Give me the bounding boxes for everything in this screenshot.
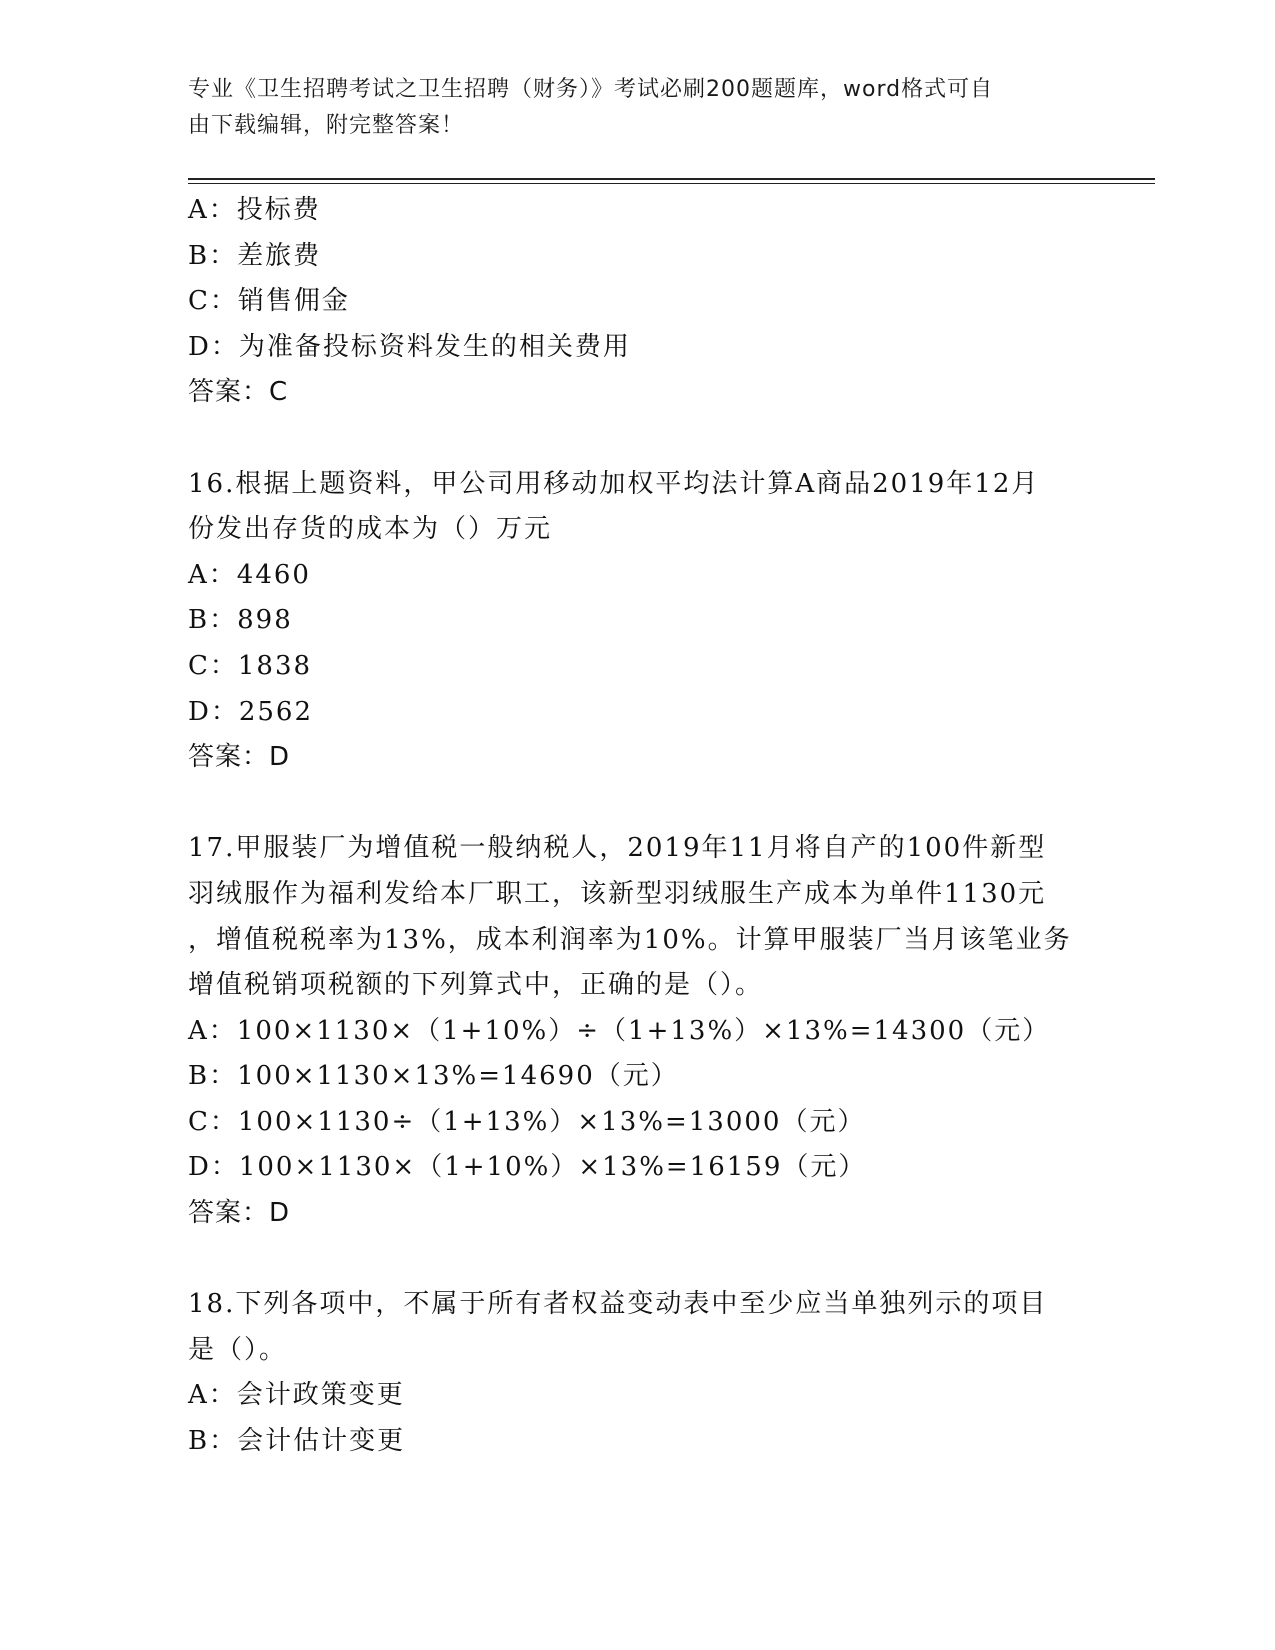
- option-b: B：100×1130×13%=14690（元）: [188, 1061, 679, 1092]
- header-line-2: 由下载编辑，附完整答案！: [188, 113, 465, 138]
- spacer: [188, 781, 1088, 827]
- question-15: [188, 188, 1088, 416]
- header-rule-thin: [188, 183, 1155, 184]
- option-b: B：差旅费: [188, 240, 322, 271]
- option-d: D：为准备投标资料发生的相关费用: [188, 331, 631, 362]
- header-line-1: 专业《卫生招聘考试之卫生招聘（财务）》考试必刷200题题库，word格式可自: [188, 77, 994, 102]
- option-a: A：4460: [188, 559, 311, 590]
- question-stem-line: 18.下列各项中，不属于所有者权益变动表中至少应当单独列示的项目: [188, 1289, 1048, 1320]
- question-stem-line: 是（）。: [188, 1334, 288, 1365]
- question-17: [188, 826, 1088, 1236]
- spacer: [188, 416, 1088, 462]
- option-c: C：销售佣金: [188, 286, 350, 317]
- spacer: [188, 1237, 1088, 1283]
- option-a: A：100×1130×（1+10%）÷（1+13%）×13%=14300（元）: [188, 1015, 1051, 1046]
- option-a: A：投标费: [188, 195, 321, 225]
- question-stem-line: 17.甲服装厂为增值税一般纳税人，2019年11月将自产的100件新型: [188, 833, 1047, 864]
- option-b: B：会计估计变更: [188, 1426, 406, 1457]
- question-stem-line: 16.根据上题资料，甲公司用移动加权平均法计算A商品2019年12月: [188, 468, 1040, 499]
- question-stem-line: ，增值税税率为13%，成本利润率为10%。计算甲服装厂当月该笔业务: [188, 924, 1072, 955]
- option-b: B：898: [188, 605, 293, 636]
- option-d: D：100×1130×（1+10%）×13%=16159（元）: [188, 1152, 867, 1183]
- question-16: [188, 462, 1088, 781]
- document-header: [188, 72, 1068, 144]
- answer-line: 答案：D: [188, 1198, 291, 1229]
- questions-content: [188, 188, 1088, 1465]
- question-stem-line: 增值税销项税额的下列算式中，正确的是（）。: [188, 970, 764, 1001]
- question-stem-line: 羽绒服作为福利发给本厂职工，该新型羽绒服生产成本为单件1130元: [188, 878, 1047, 909]
- header-rule-thick: [188, 178, 1155, 180]
- question-stem-line: 份发出存货的成本为（）万元: [188, 514, 553, 545]
- option-c: C：1838: [188, 650, 313, 681]
- answer-line: 答案：C: [188, 377, 289, 408]
- option-d: D：2562: [188, 696, 314, 727]
- answer-line: 答案：D: [188, 742, 291, 773]
- option-c: C：100×1130÷（1+13%）×13%=13000（元）: [188, 1106, 866, 1137]
- question-18: [188, 1282, 1088, 1464]
- option-a: A：会计政策变更: [188, 1380, 405, 1411]
